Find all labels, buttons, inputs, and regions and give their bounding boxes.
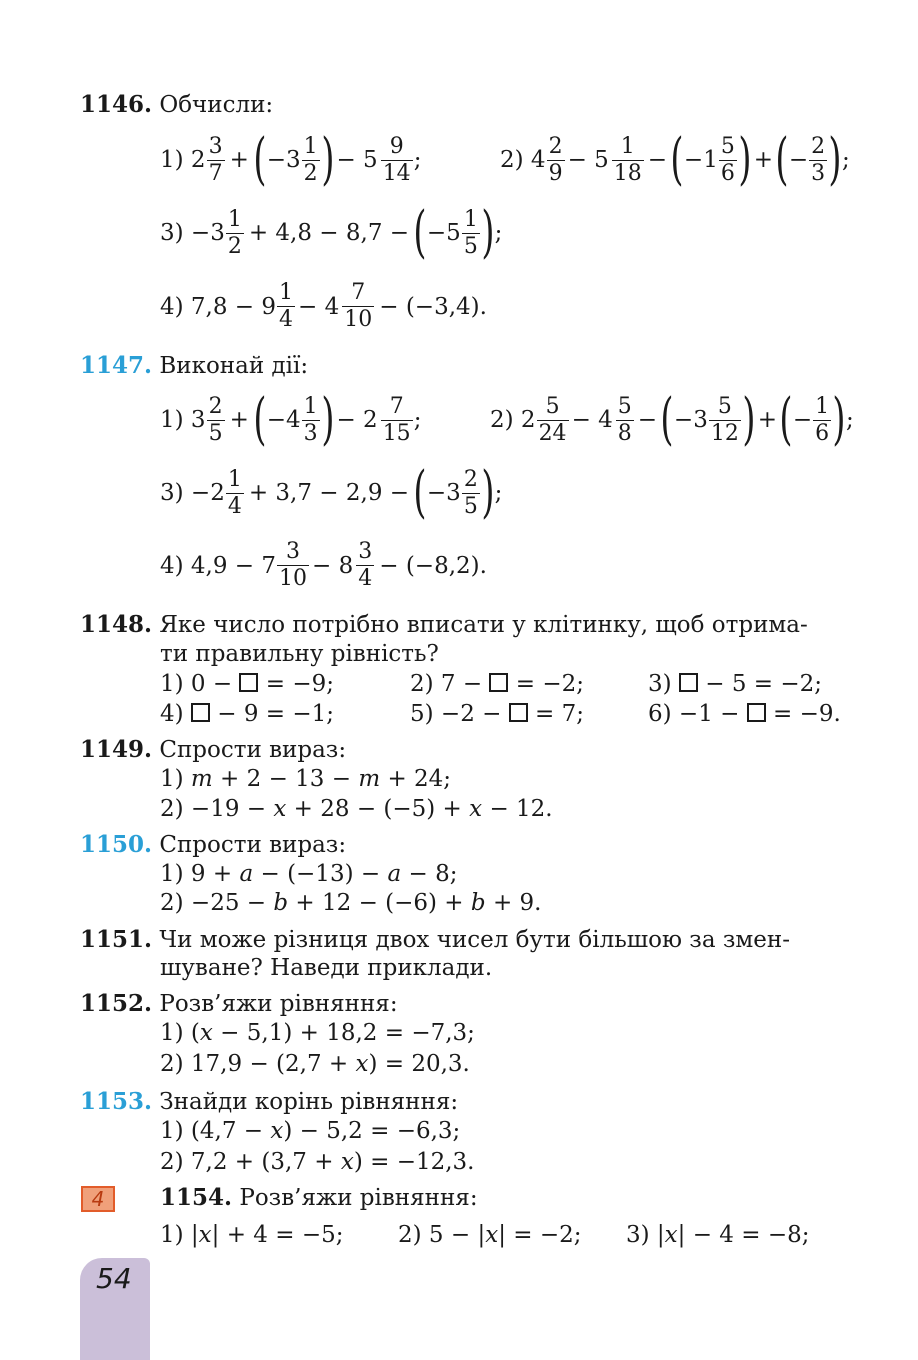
expr-1149-2 — [160, 796, 553, 822]
problem-title: Обчисли: — [159, 92, 274, 118]
numerator: 7 — [351, 280, 366, 305]
paren-open: ( — [253, 127, 267, 192]
numerator: 5 — [720, 133, 735, 159]
numerator: 7 — [389, 393, 404, 419]
paren-close: ) — [320, 127, 335, 192]
item-1148-6 — [648, 701, 841, 727]
problem-1146-header — [80, 90, 273, 120]
problem-number: 1153. — [80, 1088, 153, 1115]
problem-1150-header — [80, 830, 346, 860]
expr-text: − (−3,4). — [379, 293, 487, 320]
expr-1153-2 — [160, 1149, 475, 1175]
problem-1154-header — [160, 1184, 478, 1211]
numerator: 5 — [717, 393, 732, 419]
denominator: 4 — [227, 493, 242, 519]
expr-text: + 9. — [485, 890, 542, 916]
expr-text: − 4 — [571, 407, 613, 433]
numerator: 1 — [620, 133, 635, 159]
expr-1147-1 — [160, 387, 422, 452]
expr-text: | = −2; — [498, 1222, 582, 1248]
paren-open: ( — [253, 387, 267, 452]
numerator: 3 — [358, 539, 373, 564]
expr-text: + — [229, 147, 249, 173]
expr-text: − 4 — [298, 293, 340, 320]
item-1154-3 — [626, 1222, 809, 1248]
variable: x — [270, 1118, 284, 1144]
expr-text: ; — [413, 147, 422, 173]
denominator: 14 — [382, 160, 411, 186]
expr-1147-4 — [160, 539, 487, 592]
fraction — [709, 394, 741, 447]
problem-number: 1147. — [80, 352, 153, 379]
problem-title: Розв’яжи рівняння: — [159, 991, 398, 1017]
empty-box-icon — [747, 703, 766, 722]
problem-text-cont: ти правильну рівність? — [160, 641, 439, 667]
expr-text: 3) | — [626, 1222, 665, 1248]
expr-text: − 5,1) + 18,2 = −7,3; — [212, 1020, 475, 1046]
denominator: 2 — [227, 233, 242, 259]
fraction — [207, 394, 225, 447]
paren-open: ( — [775, 127, 789, 192]
denominator: 18 — [613, 160, 642, 186]
expr-text: 1) 0 − — [160, 671, 233, 697]
denominator: 5 — [208, 420, 223, 446]
problem-number: 1151. — [80, 926, 153, 953]
paren-open: ( — [670, 127, 684, 192]
fraction — [537, 394, 569, 447]
fraction — [719, 134, 737, 187]
expr-text: ; — [494, 480, 503, 506]
expr-text: 1) ( — [160, 1020, 200, 1046]
expr-text: −1 — [683, 147, 718, 173]
variable: x — [340, 1149, 354, 1175]
expr-text: −4 — [266, 407, 301, 433]
paren-close: ) — [742, 387, 756, 452]
problem-1151-header — [80, 925, 790, 955]
expr-text: 2) −25 − — [160, 890, 274, 916]
problem-number: 1150. — [80, 831, 153, 858]
numerator: 1 — [279, 280, 294, 305]
expr-text: − — [637, 407, 658, 433]
expr-text: − 9 = −1; — [217, 701, 334, 727]
expr-text: = −9; — [265, 671, 335, 697]
expr-1152-1 — [160, 1020, 475, 1046]
fraction — [356, 539, 374, 592]
paren-close: ) — [832, 387, 846, 452]
numerator: 3 — [208, 133, 223, 159]
denominator: 3 — [811, 160, 826, 186]
item-1154-1 — [160, 1222, 343, 1248]
empty-box-icon — [239, 673, 258, 692]
expr-text: ; — [845, 407, 854, 433]
fraction — [462, 207, 480, 260]
expr-text: 6) −1 − — [648, 701, 740, 727]
variable: b — [470, 890, 486, 916]
problem-text-cont: шуване? Наведи приклади. — [160, 955, 493, 981]
expr-1147-2 — [490, 387, 854, 452]
empty-box-icon — [509, 703, 528, 722]
fraction — [616, 394, 634, 447]
expr-text: 4) — [160, 701, 184, 727]
item-1148-3 — [648, 671, 822, 697]
expr-text: 2) 17,9 − (2,7 + — [160, 1051, 356, 1077]
expr-text: + 24; — [380, 766, 452, 792]
fraction — [207, 134, 225, 187]
expr-text: ; — [841, 147, 850, 173]
expr-text: 1) — [160, 766, 191, 792]
empty-box-icon — [679, 673, 698, 692]
problem-number: 1154. — [160, 1184, 233, 1211]
empty-box-icon — [191, 703, 210, 722]
expr-text: − 8 — [312, 552, 354, 579]
problem-1152-header — [80, 989, 398, 1019]
expr-text: 3) — [648, 671, 672, 697]
fraction — [342, 280, 374, 333]
empty-box-icon — [489, 673, 508, 692]
numerator: 2 — [208, 393, 223, 419]
denominator: 7 — [208, 160, 223, 186]
expr-text: + — [753, 147, 773, 173]
denominator: 12 — [710, 420, 739, 446]
problem-number: 1146. — [80, 91, 153, 118]
problem-1147-header — [80, 351, 308, 381]
expr-text: ) − 5,2 = −6,3; — [283, 1118, 461, 1144]
expr-text: −3 — [266, 147, 301, 173]
expr-text: 2) 4 — [500, 147, 546, 173]
item-1148-4 — [160, 701, 334, 727]
fraction — [547, 134, 565, 187]
denominator: 6 — [815, 420, 830, 446]
expr-text: 3) −2 — [160, 480, 225, 506]
expr-text: − 8; — [401, 861, 458, 887]
expr-1146-4 — [160, 280, 487, 333]
item-1154-2 — [398, 1222, 581, 1248]
paren-open: ( — [779, 387, 793, 452]
fraction — [813, 394, 831, 447]
expr-1152-2 — [160, 1051, 470, 1077]
problem-text: Яке число потрібно вписати у клітинку, щоб отрима- — [159, 612, 808, 638]
expr-text: + 2 − 13 − — [212, 766, 359, 792]
expr-text: −3 — [426, 480, 461, 506]
numerator: 1 — [463, 206, 478, 232]
expr-text: = 7; — [535, 701, 584, 727]
page-number: 54 — [96, 1262, 132, 1295]
expr-text: ; — [413, 407, 422, 433]
problem-number: 1149. — [80, 736, 153, 763]
expr-text: 4) 7,8 − 9 — [160, 293, 277, 320]
problem-title: Розв’яжи рівняння: — [239, 1185, 478, 1211]
expr-text: + 12 − (−6) + — [288, 890, 471, 916]
denominator: 4 — [279, 307, 294, 332]
expr-text: − — [788, 147, 809, 173]
fraction — [612, 134, 644, 187]
expr-text: 2) −19 − — [160, 796, 274, 822]
paren-close: ) — [738, 127, 752, 192]
problem-1148-header — [80, 610, 808, 640]
variable: x — [273, 796, 287, 822]
item-1148-1 — [160, 671, 334, 697]
denominator: 10 — [279, 566, 308, 591]
fraction — [302, 394, 320, 447]
expr-text: = −2; — [515, 671, 585, 697]
expr-text: 4) 4,9 − 7 — [160, 552, 277, 579]
problem-number: 1152. — [80, 990, 153, 1017]
expr-text: ) = −12,3. — [353, 1149, 475, 1175]
problem-number: 1148. — [80, 611, 153, 638]
fraction — [226, 207, 244, 260]
expr-text: | + 4 = −5; — [211, 1222, 344, 1248]
expr-text: + — [757, 407, 777, 433]
denominator: 8 — [617, 420, 632, 446]
fraction — [381, 394, 413, 447]
problem-title: Спрости вираз: — [159, 832, 347, 858]
variable: a — [239, 861, 254, 887]
expr-text: 1) (4,7 − — [160, 1118, 271, 1144]
numerator: 1 — [227, 206, 242, 232]
numerator: 9 — [389, 133, 404, 159]
expr-text: 2) 2 — [490, 407, 536, 433]
numerator: 5 — [545, 393, 560, 419]
expr-text: 3) −3 — [160, 220, 225, 246]
fraction — [462, 467, 480, 520]
expr-1150-2 — [160, 890, 541, 916]
fraction — [226, 467, 244, 520]
numerator: 1 — [303, 133, 318, 159]
expr-text: − (−8,2). — [379, 552, 487, 579]
expr-text: + — [229, 407, 249, 433]
expr-1149-1 — [160, 766, 451, 792]
numerator: 1 — [303, 393, 318, 419]
numerator: 2 — [811, 133, 826, 159]
variable: a — [387, 861, 402, 887]
expr-text: − 5 = −2; — [705, 671, 822, 697]
denominator: 5 — [463, 233, 478, 259]
paren-close: ) — [481, 460, 495, 525]
expr-text: 1) 2 — [160, 147, 206, 173]
problem-title: Виконай дії: — [159, 353, 309, 379]
paren-close: ) — [481, 200, 495, 265]
denominator: 5 — [463, 493, 478, 519]
numerator: 5 — [617, 393, 632, 419]
numerator: 1 — [227, 466, 242, 492]
problem-title: Спрости вираз: — [159, 737, 347, 763]
expr-text: ) = 20,3. — [368, 1051, 470, 1077]
fraction — [302, 134, 320, 187]
expr-1150-1 — [160, 861, 457, 887]
expr-text: − 2 — [336, 407, 378, 433]
fraction — [381, 134, 413, 187]
numerator: 3 — [286, 539, 301, 564]
variable: x — [469, 796, 483, 822]
expr-text: + 3,7 − 2,9 − — [248, 480, 410, 506]
expr-text: − — [647, 147, 668, 173]
paren-open: ( — [660, 387, 674, 452]
denominator: 3 — [303, 420, 318, 446]
variable: m — [358, 766, 381, 792]
expr-text: + 28 − (−5) + — [286, 796, 470, 822]
denominator: 9 — [548, 160, 563, 186]
denominator: 6 — [720, 160, 735, 186]
item-1148-5 — [410, 701, 584, 727]
fraction — [277, 280, 295, 333]
variable: x — [485, 1222, 499, 1248]
expr-1147-3 — [160, 460, 503, 525]
difficulty-badge: 4 — [81, 1186, 115, 1212]
expr-1146-2 — [500, 127, 850, 192]
variable: x — [198, 1222, 212, 1248]
paren-close: ) — [828, 127, 842, 192]
numerator: 2 — [463, 466, 478, 492]
expr-text: − 5 — [336, 147, 378, 173]
expr-text: 2) 7,2 + (3,7 + — [160, 1149, 341, 1175]
expr-text: ; — [494, 220, 503, 246]
expr-text: | − 4 = −8; — [677, 1222, 810, 1248]
expr-text: − (−13) − — [253, 861, 388, 887]
expr-text: + 4,8 − 8,7 − — [248, 220, 410, 246]
expr-1146-1 — [160, 127, 422, 192]
expr-text: 2) 5 − | — [398, 1222, 486, 1248]
denominator: 24 — [538, 420, 567, 446]
expr-text: 1) 3 — [160, 407, 206, 433]
expr-text: 1) 9 + — [160, 861, 240, 887]
expr-text: − 5 — [567, 147, 609, 173]
paren-close: ) — [320, 387, 335, 452]
paren-open: ( — [413, 200, 427, 265]
variable: b — [273, 890, 289, 916]
expr-text: − — [792, 407, 813, 433]
fraction — [277, 539, 309, 592]
variable: m — [190, 766, 213, 792]
problem-1149-header — [80, 735, 346, 765]
item-1148-2 — [410, 671, 584, 697]
problem-title: Знайди корінь рівняння: — [159, 1089, 459, 1115]
expr-text: 1) | — [160, 1222, 199, 1248]
fraction — [809, 134, 827, 187]
expr-text: −3 — [673, 407, 708, 433]
expr-1153-1 — [160, 1118, 460, 1144]
numerator: 2 — [548, 133, 563, 159]
denominator: 4 — [358, 566, 373, 591]
variable: x — [199, 1020, 213, 1046]
expr-text: 2) 7 − — [410, 671, 483, 697]
variable: x — [664, 1222, 678, 1248]
denominator: 10 — [344, 307, 373, 332]
denominator: 2 — [303, 160, 318, 186]
problem-1153-header — [80, 1087, 458, 1117]
expr-text: −5 — [426, 220, 461, 246]
expr-text: 5) −2 − — [410, 701, 502, 727]
problem-text: Чи може різниця двох чисел бути більшою за змен- — [159, 927, 791, 953]
expr-text: = −9. — [773, 701, 841, 727]
variable: x — [355, 1051, 369, 1077]
numerator: 1 — [815, 393, 830, 419]
paren-open: ( — [413, 460, 427, 525]
denominator: 15 — [382, 420, 411, 446]
expr-text: − 12. — [482, 796, 553, 822]
expr-1146-3 — [160, 200, 503, 265]
